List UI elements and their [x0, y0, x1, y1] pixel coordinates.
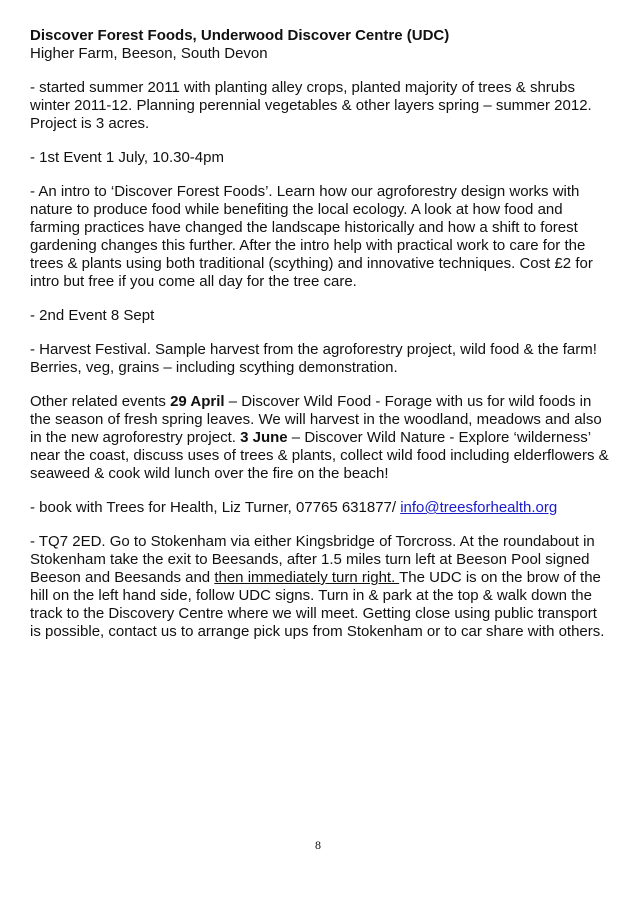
paragraph-second-event-date: - 2nd Event 8 Sept: [30, 307, 155, 324]
related-event-date-june: 3 June: [240, 429, 288, 446]
paragraph-harvest-festival: - Harvest Festival. Sample harvest from the agroforestry project, wild food & the farm! Berries, veg, grains – including scything demonstration.: [30, 341, 597, 376]
paragraph-booking: [30, 499, 610, 517]
paragraph-directions: [30, 533, 610, 641]
directions-text-2: The UDC is on the brow of the hill on the left hand side, follow UDC signs. Turn in & park at the top & walk down the track to the Discovery Centre where we will meet. Getting close using public transport is possible, contact us to arrange pick ups from Stokenham or to car share with others.: [30, 569, 605, 640]
related-events-text-3: – Discover Wild Nature - Explore ‘wilderness’ near the coast, discuss uses of trees & plants, collect wild food including elderflowers & seaweed & cook wild lunch over the fire on the beach!: [30, 429, 609, 482]
directions-text-1: - TQ7 2ED. Go to Stokenham via either Kingsbridge of Torcross. At the roundabout in Stokenham take the exit to Beesands, after 1.5 miles turn left at Beeson Pool signed Beeson and Beesands and: [30, 533, 595, 586]
paragraph-first-event-date: - 1st Event 1 July, 10.30-4pm: [30, 149, 224, 166]
paragraph-related-events: [30, 393, 610, 483]
booking-text: - book with Trees for Health, Liz Turner, 07765 631877/: [30, 499, 401, 516]
document-page: [30, 27, 610, 657]
related-events-text-1: Other related events: [30, 393, 171, 410]
document-subtitle: Higher Farm, Beeson, South Devon: [30, 45, 268, 62]
directions-underlined-text: then immediately turn right.: [214, 569, 400, 586]
page-number: 8: [315, 838, 321, 852]
email-link[interactable]: info@treesforhealth.org: [400, 499, 558, 516]
related-event-date-april: 29 April: [170, 393, 225, 410]
paragraph-first-event-description: - An intro to ‘Discover Forest Foods’. Learn how our agroforestry design works with nature to produce food while benefiting the local ecology. A look at how food and farming practices have changed the landscape historically and how a shift to forest gardening changes this further. After the intro help with practical work to care for the trees & plants using both traditional (scything) and innovative techniques. Cost £2 for intro but free if you come all day for the tree care.: [30, 183, 593, 290]
paragraph-project-start: - started summer 2011 with planting alley crops, planted majority of trees & shrubs winter 2011-12. Planning perennial vegetables & other layers spring – summer 2012. Project is 3 acres.: [30, 79, 592, 132]
document-title: Discover Forest Foods, Underwood Discover Centre (UDC): [30, 27, 450, 44]
related-events-text-2: – Discover Wild Food - Forage with us for wild foods in the season of fresh spring leaves. We will harvest in the woodland, meadows and also in the new agroforestry project.: [30, 393, 602, 446]
